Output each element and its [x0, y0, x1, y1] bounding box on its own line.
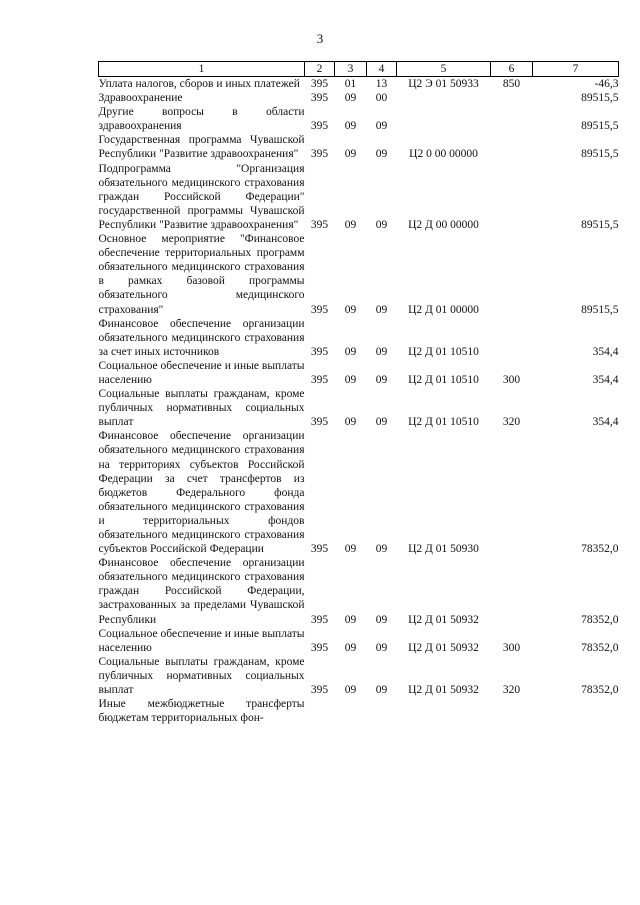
- row-name: Финансовое обеспечение организации обязательного медицинского страхования на территориях субъектов Российской Федерации за счет трансфертов из бюджетов Федерального фонда обязательного медицинского страхования и территориальных фондов обязательного медицинского страхования субъектов Российской Федерации: [98, 430, 305, 556]
- row-subsection-code: 09: [375, 543, 388, 556]
- row-name: Финансовое обеспечение организации обязательного медицинского страхования граждан Российской Федерации, застрахованных за пределами Чувашской Республики: [98, 557, 305, 626]
- row-section-code: 09: [344, 543, 357, 556]
- row-amount: 354,4: [592, 373, 619, 386]
- row-amount: 78352,0: [581, 684, 619, 697]
- row-expense-type: [491, 105, 533, 133]
- row-admin-code: 395: [310, 543, 329, 556]
- row-admin-code: 395: [310, 78, 329, 90]
- header-col-4: 4: [367, 62, 397, 77]
- row-expense-type: [491, 697, 533, 725]
- row-expense-type: [491, 232, 533, 317]
- page-number: 3: [316, 31, 324, 46]
- table-row: [99, 162, 619, 232]
- row-target-article: Ц2 Э 01 50933: [408, 78, 479, 90]
- row-target-article: [397, 105, 491, 133]
- row-subsection-code: 09: [375, 373, 388, 386]
- row-name: Социальные выплаты гражданам, кроме публичных нормативных социальных выплат: [98, 388, 305, 429]
- header-col-6: 6: [491, 62, 533, 77]
- header-col-2: 2: [305, 62, 335, 77]
- row-amount: 89515,5: [581, 92, 619, 105]
- row-target-article: Ц2 Д 01 10510: [408, 345, 479, 358]
- row-target-article: Ц2 Д 01 50930: [408, 543, 479, 556]
- header-row: [99, 62, 619, 77]
- row-section-code: 09: [344, 416, 357, 429]
- row-amount: 89515,5: [581, 303, 619, 316]
- row-target-article: Ц2 0 00 00000: [409, 148, 478, 161]
- row-target-article: Ц2 Д 01 00000: [408, 303, 479, 316]
- table-row: [99, 556, 619, 626]
- row-admin-code: 395: [310, 218, 329, 231]
- row-amount: 89515,5: [581, 120, 619, 133]
- row-admin-code: [305, 697, 335, 725]
- row-name: Государственная программа Чувашской Республики "Развитие здравоохранения": [98, 134, 305, 161]
- row-name: Другие вопросы в области здравоохранения: [98, 106, 305, 133]
- row-amount: [533, 697, 619, 725]
- row-section-code: 09: [344, 613, 357, 626]
- row-expense-type: [491, 133, 533, 161]
- row-admin-code: 395: [310, 345, 329, 358]
- row-target-article: [397, 91, 491, 105]
- row-expense-type: 300: [502, 373, 521, 386]
- row-amount: 78352,0: [581, 613, 619, 626]
- row-admin-code: 395: [310, 120, 329, 133]
- header-col-7: 7: [533, 62, 619, 77]
- row-expense-type: [491, 556, 533, 626]
- table-row: [99, 627, 619, 655]
- row-section-code: 09: [344, 218, 357, 231]
- row-subsection-code: [367, 697, 397, 725]
- table-row: [99, 387, 619, 429]
- budget-table: [98, 61, 619, 725]
- budget-table-body: [99, 77, 619, 726]
- row-name: Социальное обеспечение и иные выплаты населению: [98, 359, 305, 386]
- row-target-article: Ц2 Д 00 00000: [408, 218, 479, 231]
- row-amount: 78352,0: [581, 641, 619, 654]
- row-amount: -46,3: [594, 78, 619, 90]
- row-amount: 354,4: [592, 416, 619, 429]
- row-name: Уплата налогов, сборов и иных платежей: [98, 78, 300, 90]
- row-amount: 89515,5: [581, 148, 619, 161]
- row-target-article: Ц2 Д 01 50932: [408, 613, 479, 626]
- row-expense-type: [491, 317, 533, 359]
- row-subsection-code: 09: [375, 416, 388, 429]
- row-admin-code: 395: [310, 641, 329, 654]
- row-admin-code: 395: [310, 373, 329, 386]
- row-subsection-code: 09: [375, 303, 388, 316]
- row-admin-code: 395: [310, 416, 329, 429]
- row-subsection-code: 13: [375, 78, 388, 90]
- table-row: [99, 133, 619, 161]
- row-section-code: 09: [344, 120, 357, 133]
- row-expense-type: 850: [502, 78, 521, 90]
- row-section-code: 09: [344, 303, 357, 316]
- row-section-code: 09: [344, 345, 357, 358]
- row-name: Основное мероприятие "Финансовое обеспечение территориальных программ обязательного медицинского страхования в рамках базовой программы обязательного медицинского страхования": [98, 233, 305, 316]
- row-subsection-code: 09: [375, 345, 388, 358]
- row-section-code: [335, 697, 367, 725]
- row-section-code: 09: [344, 641, 357, 654]
- table-row: [99, 77, 619, 92]
- row-name: Здравоохранение: [98, 92, 183, 105]
- table-row: [99, 232, 619, 317]
- row-section-code: 09: [344, 684, 357, 697]
- table-row: [99, 105, 619, 133]
- row-amount: 354,4: [592, 345, 619, 358]
- row-name: Социальное обеспечение и иные выплаты населению: [98, 627, 305, 654]
- row-expense-type: 320: [502, 416, 521, 429]
- row-target-article: Ц2 Д 01 10510: [408, 416, 479, 429]
- header-col-1: 1: [99, 62, 305, 77]
- table-row: [99, 317, 619, 359]
- row-name: Иные межбюджетные трансферты бюджетам территориальных фон-: [98, 698, 305, 725]
- row-expense-type: [491, 91, 533, 105]
- table-row: [99, 91, 619, 105]
- row-target-article: Ц2 Д 01 50932: [408, 641, 479, 654]
- row-admin-code: 395: [310, 148, 329, 161]
- table-row: [99, 655, 619, 697]
- header-col-5: 5: [397, 62, 491, 77]
- header-col-3: 3: [335, 62, 367, 77]
- row-target-article: Ц2 Д 01 50932: [408, 684, 479, 697]
- table-row: [99, 359, 619, 387]
- row-subsection-code: 09: [375, 684, 388, 697]
- row-admin-code: 395: [310, 613, 329, 626]
- row-subsection-code: 09: [375, 120, 388, 133]
- row-subsection-code: 00: [375, 92, 388, 105]
- table-row: [99, 429, 619, 556]
- row-expense-type: 300: [502, 641, 521, 654]
- row-section-code: 01: [344, 78, 357, 90]
- row-subsection-code: 09: [375, 148, 388, 161]
- row-section-code: 09: [344, 373, 357, 386]
- table-row: [99, 697, 619, 725]
- row-amount: 78352,0: [581, 543, 619, 556]
- row-admin-code: 395: [310, 92, 329, 105]
- row-target-article: [397, 697, 491, 725]
- row-name: Подпрограмма "Организация обязательного медицинского страхования граждан Российской Федерации" государственной программы Чувашской Республики "Развитие здравоохранения": [98, 162, 305, 231]
- row-subsection-code: 09: [375, 613, 388, 626]
- row-section-code: 09: [344, 148, 357, 161]
- row-subsection-code: 09: [375, 218, 388, 231]
- row-name: Финансовое обеспечение организации обязательного медицинского страхования за счет иных источников: [98, 317, 305, 358]
- row-subsection-code: 09: [375, 641, 388, 654]
- row-admin-code: 395: [310, 303, 329, 316]
- row-section-code: 09: [344, 92, 357, 105]
- row-expense-type: 320: [502, 684, 521, 697]
- row-expense-type: [491, 429, 533, 556]
- row-name: Социальные выплаты гражданам, кроме публичных нормативных социальных выплат: [98, 655, 305, 697]
- row-target-article: Ц2 Д 01 10510: [408, 373, 479, 386]
- row-amount: 89515,5: [581, 218, 619, 231]
- row-admin-code: 395: [310, 684, 329, 697]
- row-expense-type: [491, 162, 533, 232]
